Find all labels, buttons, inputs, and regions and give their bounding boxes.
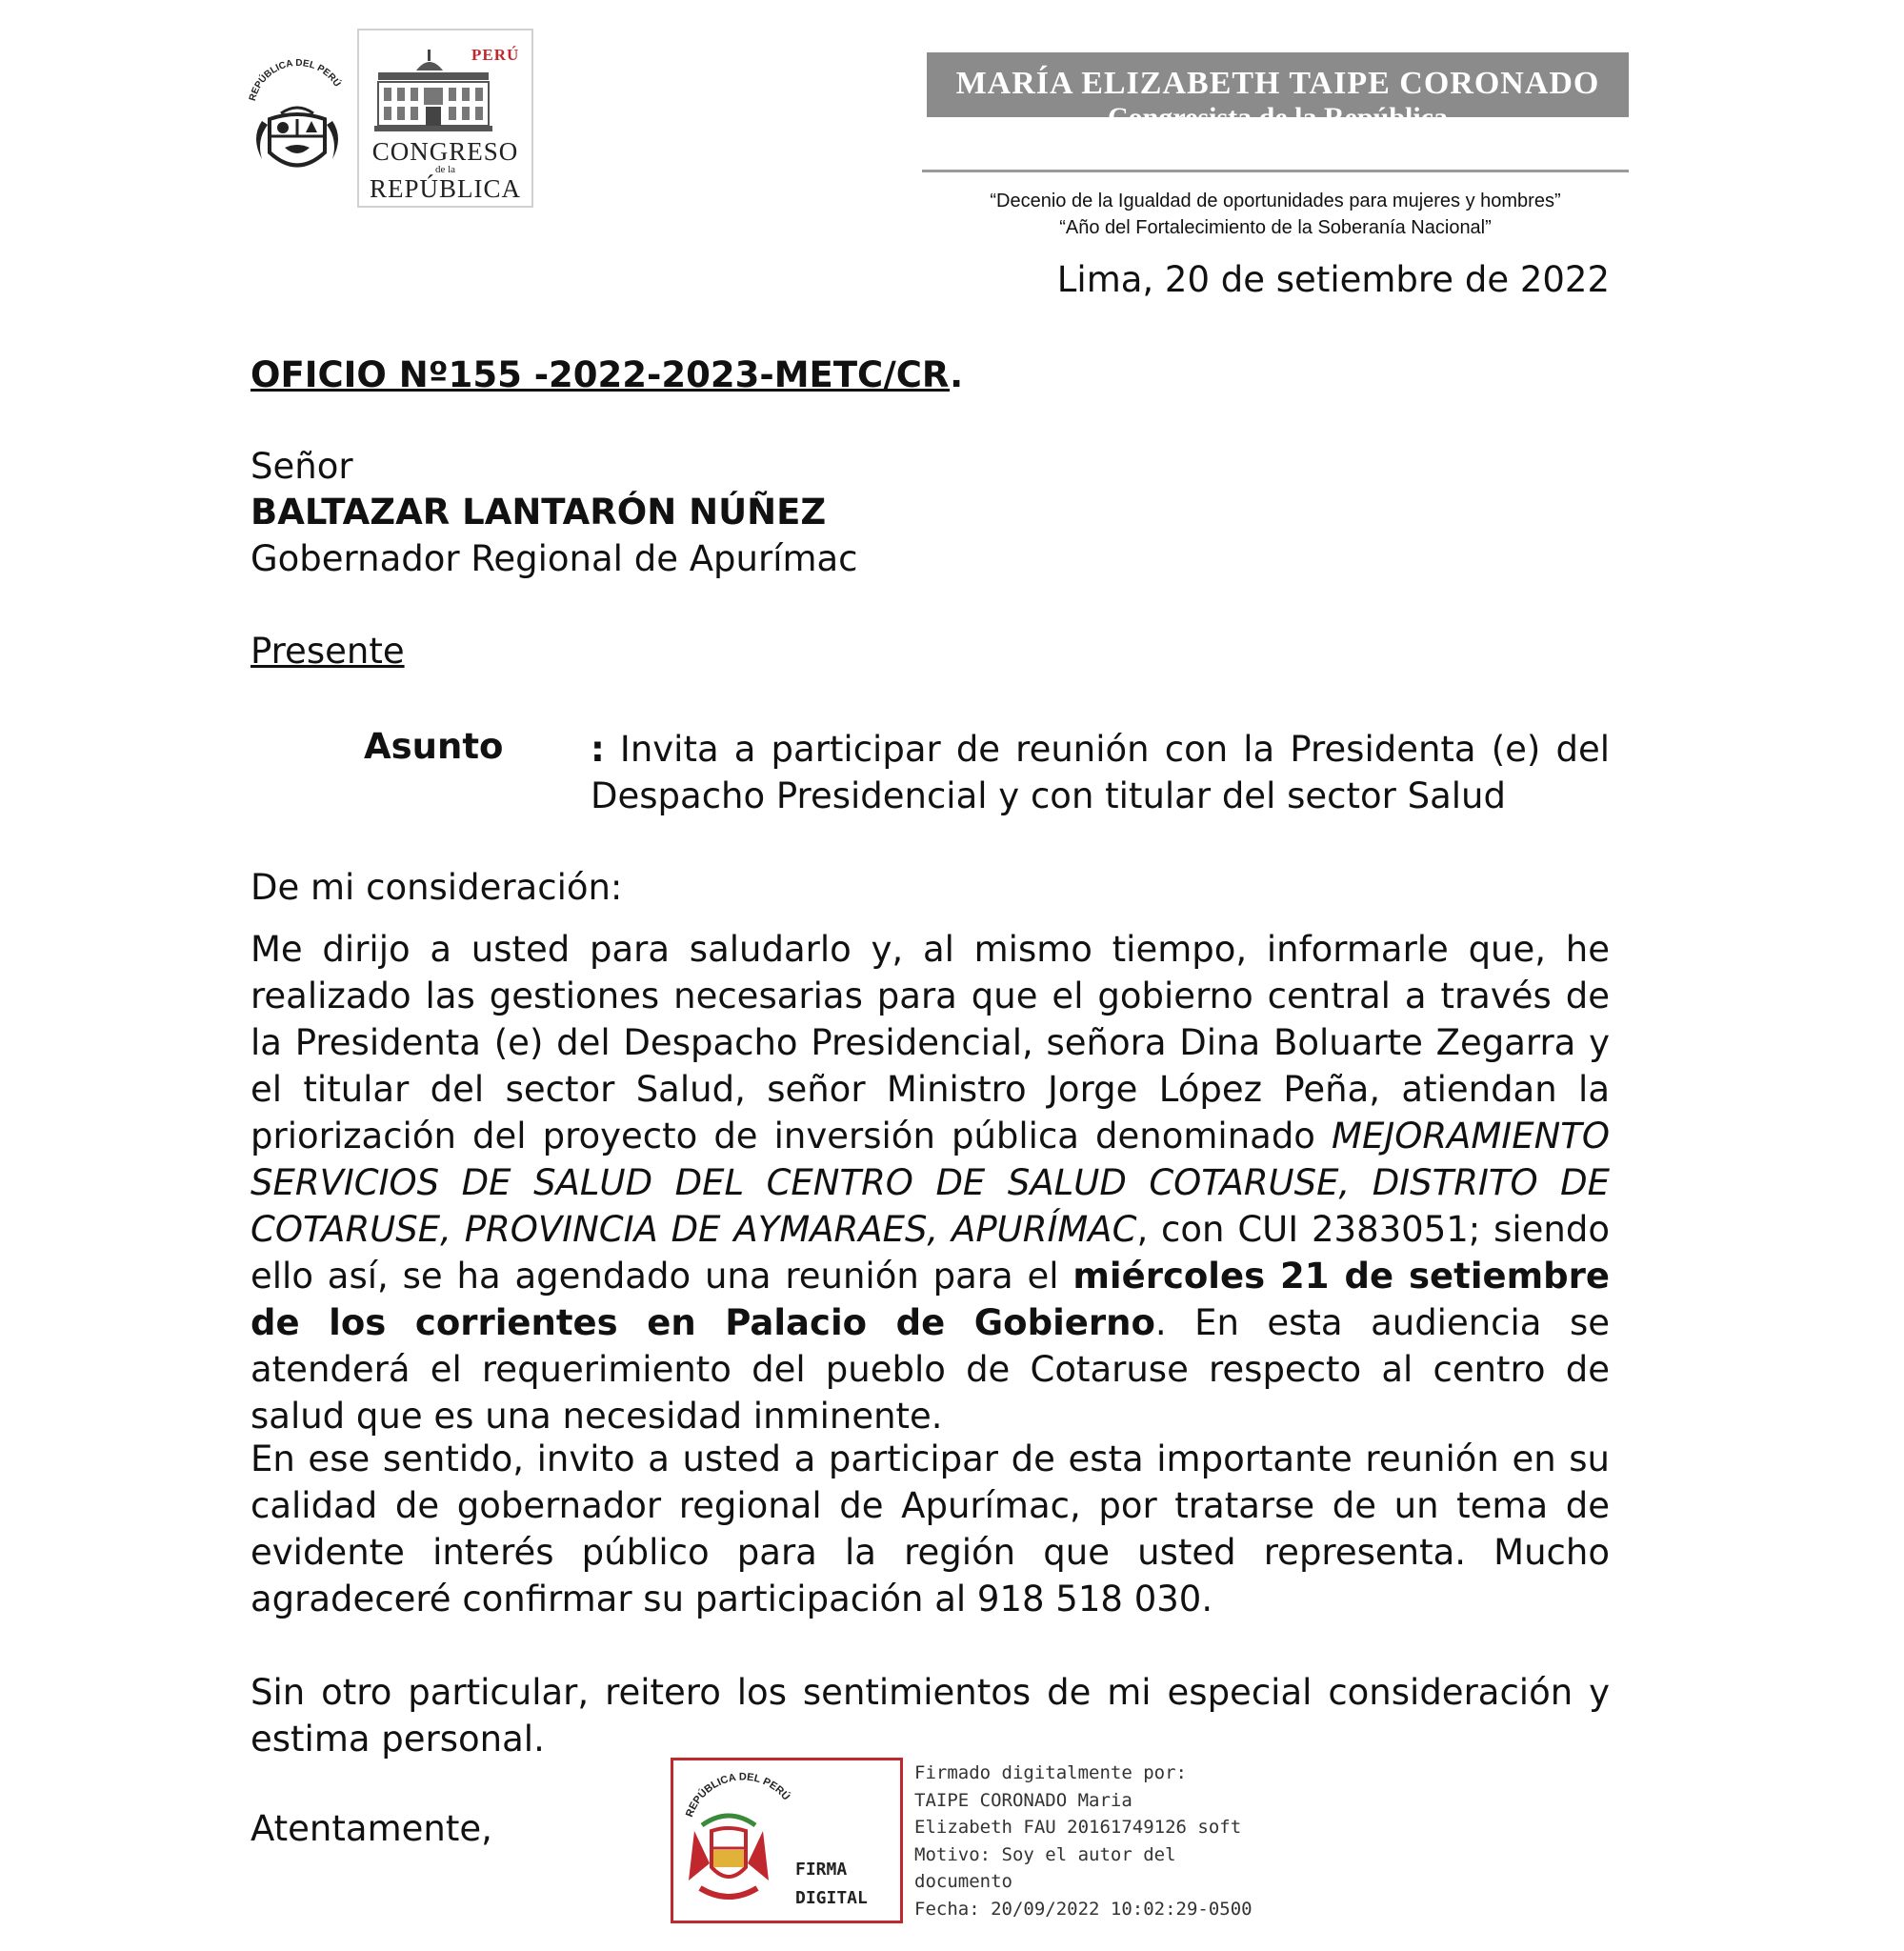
asunto-text [591, 726, 1610, 819]
asunto-colon: : [591, 729, 605, 770]
presente-label: Presente [251, 631, 405, 672]
paragraph-1 [251, 926, 1610, 1439]
signature-line: TAIPE CORONADO Maria [914, 1789, 1132, 1811]
firma-word: FIRMA [795, 1860, 848, 1880]
salutation: Señor [251, 446, 353, 487]
paragraph-3: Sin otro particular, reitero los sentimientos de mi especial consideración y estima personal. [251, 1672, 1610, 1760]
congresswoman-name-band [927, 52, 1629, 133]
oficio-period: . [950, 354, 964, 395]
signature-line: Motivo: Soy el autor del [914, 1843, 1176, 1865]
svg-text:REPÚBLICA DEL PERÚ: REPÚBLICA DEL PERÚ [683, 1771, 792, 1820]
logo-republica-word: REPÚBLICA [369, 174, 522, 203]
signature-line: documento [914, 1871, 1012, 1893]
logo-peru-label: PERÚ [471, 46, 520, 64]
decenio-line-2: “Año del Fortalecimiento de la Soberanía Nacional” [1059, 217, 1492, 238]
letter-date: Lima, 20 de setiembre de 2022 [1056, 259, 1610, 300]
signature-line: Firmado digitalmente por: [914, 1762, 1187, 1783]
meeting-date: miércoles 21 de setiembre de los corrientes en Palacio de Gobierno [251, 1256, 1610, 1343]
oficio-number [251, 354, 963, 395]
firma-digital-label [795, 1856, 868, 1913]
recipient-name: BALTAZAR LANTARÓN NÚÑEZ [251, 492, 827, 533]
paragraph-2: En ese sentido, invito a usted a participar de esta importante reunión en su calidad de gobernador regional de Apurímac, por tratarse de un tema de evidente interés público para la región que usted representa. Mucho agradeceré confirmar su participación al 918 518 030. [251, 1438, 1610, 1619]
congresswoman-subtitle: Congresista de la República [1108, 102, 1448, 133]
signature-line: Elizabeth FAU 20161749126 soft [914, 1817, 1242, 1839]
digital-word: DIGITAL [795, 1888, 868, 1908]
paragraph-1-part-a: Me dirijo a usted para saludarlo y, al mismo tiempo, informarle que, he realizado las gestiones necesarias para que el gobierno central a través de la Presidenta (e) del Despacho Presidencial, señora Dina Boluarte Zegarra y el titular del sector Salud, señor Ministro Jorge López Peña, atiendan la priorización del proyecto de inversión pública denominado [251, 929, 1610, 1157]
greeting: De mi consideración: [251, 867, 623, 908]
congresswoman-name: MARÍA ELIZABETH TAIPE CORONADO [955, 66, 1600, 101]
peru-coat-of-arms-icon [243, 52, 352, 186]
header-divider [922, 170, 1629, 172]
logo-de-la-word: de la [434, 164, 456, 175]
project-name: MEJORAMIENTO SERVICIOS DE SALUD DEL CENTRO DE SALUD COTARUSE, DISTRITO DE COTARUSE, PROVINCIA DE AYMARAES, APURÍMAC [251, 1116, 1610, 1250]
paragraph-1-part-c: . En esta audiencia se atenderá el requerimiento del pueblo de Cotaruse respecto al centro de salud que es una necesidad inminente. [251, 1302, 1610, 1437]
signature-details [914, 1760, 1253, 1923]
congreso-logo [357, 29, 533, 208]
oficio-code: OFICIO Nº155 -2022-2023-METC/CR [251, 354, 951, 395]
decenio-line-1: “Decenio de la Igualdad de oportunidades para mujeres y hombres” [990, 191, 1561, 211]
recipient-title: Gobernador Regional de Apurímac [251, 538, 858, 579]
closing: Atentamente, [251, 1808, 492, 1849]
peru-seal-icon [681, 1768, 805, 1911]
asunto-label: Asunto [364, 726, 504, 767]
svg-text:REPÚBLICA DEL PERÚ: REPÚBLICA DEL PERÚ [247, 57, 343, 103]
signature-line: Fecha: 20/09/2022 10:02:29-0500 [914, 1898, 1253, 1920]
paragraph-1-part-b: , con CUI 2383051; siendo ello así, se ha agendado una reunión para el [251, 1209, 1610, 1297]
asunto-body: Invita a participar de reunión con la Presidenta (e) del Despacho Presidencial y con titular del sector Salud [591, 729, 1610, 816]
logo-congreso-word: CONGRESO [371, 137, 519, 166]
digital-signature-badge [671, 1758, 903, 1923]
